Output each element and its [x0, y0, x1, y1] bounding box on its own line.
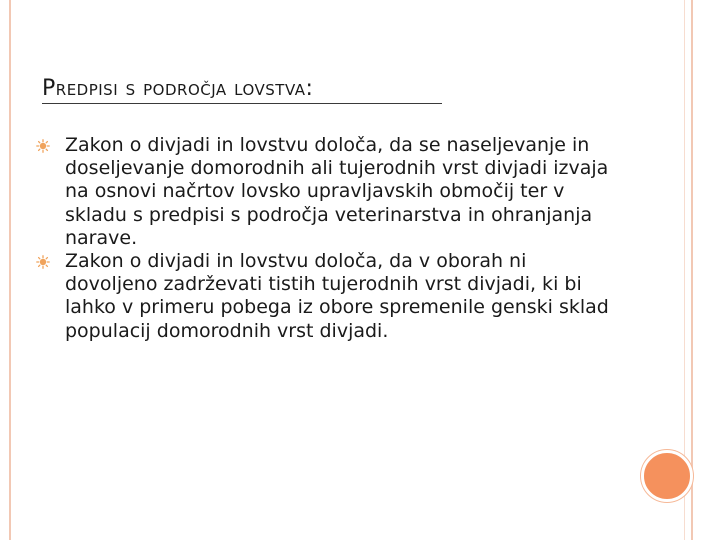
bullet-list [36, 134, 616, 343]
bullet-item [36, 134, 616, 250]
bullet-text: Zakon o divjadi in lovstvu določa, da se naseljevanje in doseljevanje domorodnih ali tujerodnih vrst divjadi izvaja na osnovi načrtov lovsko upravljavskih območij ter v skladu s predpisi s področja veterinarstva in ohranjanja narave. [65, 134, 609, 249]
sun-bullet-icon [36, 255, 50, 269]
bullet-item [36, 250, 616, 343]
frame-line-left [9, 0, 11, 540]
slide-title: Predpisi s področja lovstva: [42, 76, 314, 101]
sun-bullet-icon [36, 139, 50, 153]
title-underline [42, 103, 442, 104]
frame-line-right [691, 0, 693, 540]
bullet-text: Zakon o divjadi in lovstvu določa, da v oborah ni dovoljeno zadrževati tistih tujerodnih vrst divjadi, ki bi lahko v primeru pobega iz obore spremenile genski sklad populacij domorodnih vrst divjadi. [65, 250, 609, 342]
accent-circle-decoration [641, 450, 693, 502]
